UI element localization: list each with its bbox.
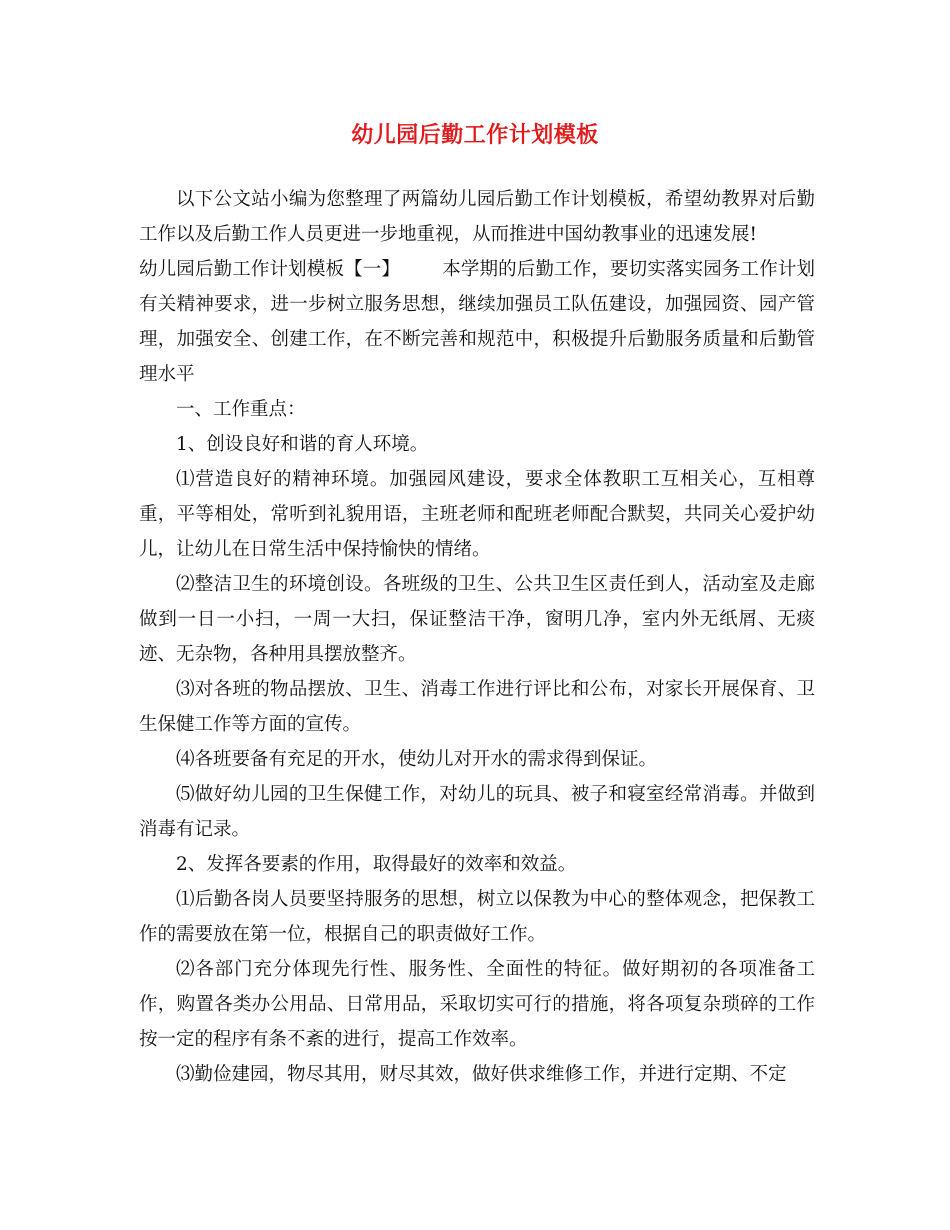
subheading-efficiency: 2、发挥各要素的作用，取得最好的效率和效益。: [176, 854, 577, 875]
paragraph-item-5: ⑸做好幼儿园的卫生保健工作，对幼儿的玩具、被子和寝室经常消毒。并做到消毒有记录。: [139, 784, 815, 840]
document-body: [139, 182, 815, 1092]
paragraph-item-4: ⑷各班要备有充足的开水，使幼儿对开水的需求得到保证。: [176, 749, 658, 770]
paragraph-item-8: ⑶勤俭建园，物尽其用，财尽其效，做好供求维修工作，并进行定期、不定: [176, 1064, 787, 1085]
paragraph-item-7: ⑵各部门充分体现先行性、服务性、全面性的特征。做好期初的各项准备工作，购置各类办公用品、日常用品，采取切实可行的措施，将各项复杂琐碎的工作按一定的程序有条不紊的进行，提高工作效率。: [139, 959, 815, 1050]
paragraph-item-1: ⑴营造良好的精神环境。加强园风建设，要求全体教职工互相关心，互相尊重，平等相处，常听到礼貌用语，主班老师和配班老师配合默契，共同关心爱护幼儿，让幼儿在日常生活中保持愉快的情绪。: [139, 469, 815, 560]
section-heading: 幼儿园后勤工作计划模板【一】: [139, 259, 401, 280]
section-intro: 本学期的后勤工作，要切实落实园务工作计划有关精神要求，进一步树立服务思想，继续加强员工队伍建设，加强园资、园产管理，加强安全、创建工作，在不断完善和规范中，积极提升后勤服务质量和后勤管理水平: [139, 259, 815, 385]
paragraph-item-6: ⑴后勤各岗人员要坚持服务的思想，树立以保教为中心的整体观念，把保教工作的需要放在第一位，根据自己的职责做好工作。: [139, 889, 815, 945]
paragraph-item-3: ⑶对各班的物品摆放、卫生、消毒工作进行评比和公布，对家长开展保育、卫生保健工作等方面的宣传。: [139, 679, 815, 735]
paragraph-item-2: ⑵整洁卫生的环境创设。各班级的卫生、公共卫生区责任到人，活动室及走廊做到一日一小扫，一周一大扫，保证整洁干净，窗明几净，室内外无纸屑、无痰迹、无杂物，各种用具摆放整齐。: [139, 574, 815, 665]
subheading-environment: 1、创设良好和谐的育人环境。: [176, 434, 429, 455]
section-one-paragraph: [139, 252, 815, 392]
document-title: 幼儿园后勤工作计划模板: [351, 122, 599, 148]
intro-paragraph: 以下公文站小编为您整理了两篇幼儿园后勤工作计划模板，希望幼教界对后勤工作以及后勤工作人员更进一步地重视，从而推进中国幼教事业的迅速发展!: [139, 189, 815, 245]
heading-work-focus: 一、工作重点：: [176, 399, 306, 420]
